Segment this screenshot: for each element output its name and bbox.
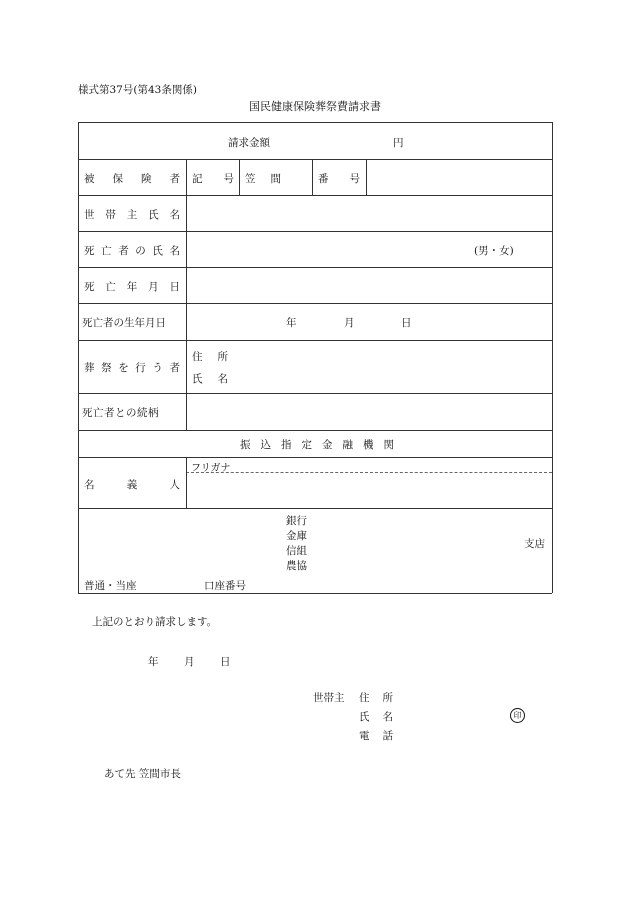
bango-char: 番 (318, 173, 329, 185)
footer-phone-label (359, 728, 393, 743)
claim-amount-field[interactable] (278, 128, 388, 150)
deceased-name-char: 亡 (101, 245, 112, 257)
householder-char: 名 (169, 209, 180, 221)
footer-address-field[interactable] (400, 686, 540, 704)
bank-name-field[interactable] (90, 512, 280, 572)
bank-type-bank[interactable]: 銀行 (286, 515, 307, 527)
birth-date-label: 死亡者の生年月日 (82, 317, 166, 329)
footer-name-label (359, 709, 393, 724)
gender-choice[interactable]: (男・女) (474, 245, 514, 257)
furigana-label: フリガナ (191, 463, 231, 474)
organizer-label (84, 360, 180, 375)
insured-char: 険 (141, 173, 152, 185)
bank-title-char: 定 (301, 439, 312, 451)
organizer-name-char: 名 (217, 373, 228, 385)
death-date-char: 年 (126, 281, 138, 293)
account-type-choice[interactable]: 普通・当座 (84, 580, 137, 592)
claim-currency: 円 (393, 137, 404, 149)
branch-label: 支店 (524, 538, 545, 550)
deceased-name-char: 氏 (152, 245, 163, 257)
kigo-value-char: 笠 (245, 173, 256, 185)
deceased-name-label (84, 243, 180, 258)
organizer-address-label (192, 349, 228, 364)
form-title: 国民健康保険葬祭費請求書 (249, 100, 381, 113)
footer-address-char: 所 (382, 692, 393, 704)
claim-amount-label: 請求金額 (228, 137, 270, 149)
death-date-field[interactable] (187, 268, 552, 303)
footer-name-char: 名 (382, 711, 393, 723)
organizer-address-field[interactable] (240, 344, 550, 364)
holder-char: 人 (169, 479, 180, 491)
request-statement: 上記のとおり請求します。 (92, 616, 218, 628)
account-holder-label (84, 477, 180, 492)
footer-address-label (359, 690, 393, 705)
footer-address-char: 住 (359, 692, 370, 704)
birth-day-label: 日 (401, 317, 412, 329)
householder-char: 世 (84, 209, 95, 221)
insured-char: 保 (112, 173, 123, 185)
account-holder-field[interactable] (187, 474, 552, 507)
organizer-char: 葬 (84, 362, 95, 374)
account-number-label: 口座番号 (204, 580, 246, 592)
death-date-char: 月 (148, 281, 159, 293)
footer-year-label: 年 (148, 656, 159, 668)
death-date-char: 死 (84, 281, 95, 293)
bank-title-char: 指 (281, 439, 292, 451)
bank-title-char: 融 (342, 439, 353, 451)
bango-char: 号 (349, 173, 360, 185)
addressee: あて先 笠間市長 (104, 768, 181, 780)
organizer-address-char: 住 (192, 351, 203, 363)
organizer-char: 行 (135, 362, 146, 374)
death-date-label (84, 279, 180, 294)
organizer-name-label (192, 371, 228, 386)
footer-name-field[interactable] (400, 705, 500, 723)
organizer-name-field[interactable] (240, 366, 550, 386)
householder-label (84, 207, 180, 222)
kigo-char: 号 (223, 173, 234, 185)
birth-year-field[interactable] (220, 306, 280, 334)
footer-phone-char: 電 (359, 730, 370, 742)
organizer-char: を (118, 362, 129, 374)
organizer-char: 祭 (101, 362, 112, 374)
birth-month-label: 月 (344, 317, 355, 329)
bank-type-shinkin[interactable]: 金庫 (286, 530, 307, 542)
relation-field[interactable] (187, 394, 552, 430)
bank-section-title (240, 437, 394, 452)
seal-icon: 印 (510, 708, 525, 723)
bank-title-char: 込 (260, 439, 271, 451)
footer-phone-char: 話 (382, 730, 393, 742)
footer-month-label: 月 (184, 656, 195, 668)
kigo-char: 記 (192, 173, 203, 185)
deceased-name-char: の (135, 245, 146, 257)
bank-title-char: 金 (322, 439, 333, 451)
bank-type-nokyo[interactable]: 農協 (286, 560, 307, 572)
organizer-char: う (152, 362, 163, 374)
relation-label: 死亡者との続柄 (82, 407, 159, 419)
holder-char: 義 (126, 479, 138, 491)
kigo-value-char: 間 (270, 173, 281, 185)
insured-char: 者 (169, 173, 180, 185)
householder-char: 帯 (105, 209, 116, 221)
kigo-value (245, 171, 281, 186)
bank-title-char: 機 (363, 439, 374, 451)
footer-householder-label: 世帯主 (313, 692, 345, 704)
deceased-name-char: 名 (169, 245, 180, 257)
bango-field[interactable] (367, 160, 552, 195)
insured-label (84, 171, 180, 186)
form-number: 様式第37号(第43条関係) (78, 84, 197, 96)
birth-year-label: 年 (286, 317, 297, 329)
holder-char: 名 (84, 479, 95, 491)
householder-name-field[interactable] (187, 196, 552, 231)
footer-phone-field[interactable] (400, 724, 540, 742)
organizer-address-char: 所 (217, 351, 228, 363)
footer-day-label: 日 (220, 656, 231, 668)
insured-char: 被 (84, 173, 95, 185)
deceased-name-char: 死 (84, 245, 95, 257)
footer-name-char: 氏 (359, 711, 370, 723)
householder-char: 主 (126, 209, 138, 221)
death-date-char: 日 (169, 281, 180, 293)
seal-mark (510, 708, 525, 723)
householder-char: 氏 (148, 209, 159, 221)
organizer-char: 者 (169, 362, 180, 374)
bank-type-shinkumi[interactable]: 信組 (286, 545, 307, 557)
deceased-name-field[interactable] (187, 232, 467, 267)
deceased-name-char: 者 (118, 245, 129, 257)
organizer-name-char: 氏 (192, 373, 203, 385)
bank-title-char: 関 (383, 439, 394, 451)
death-date-char: 亡 (105, 281, 116, 293)
kigo-label (192, 171, 234, 186)
bango-label (318, 171, 360, 186)
bank-title-char: 振 (240, 439, 251, 451)
